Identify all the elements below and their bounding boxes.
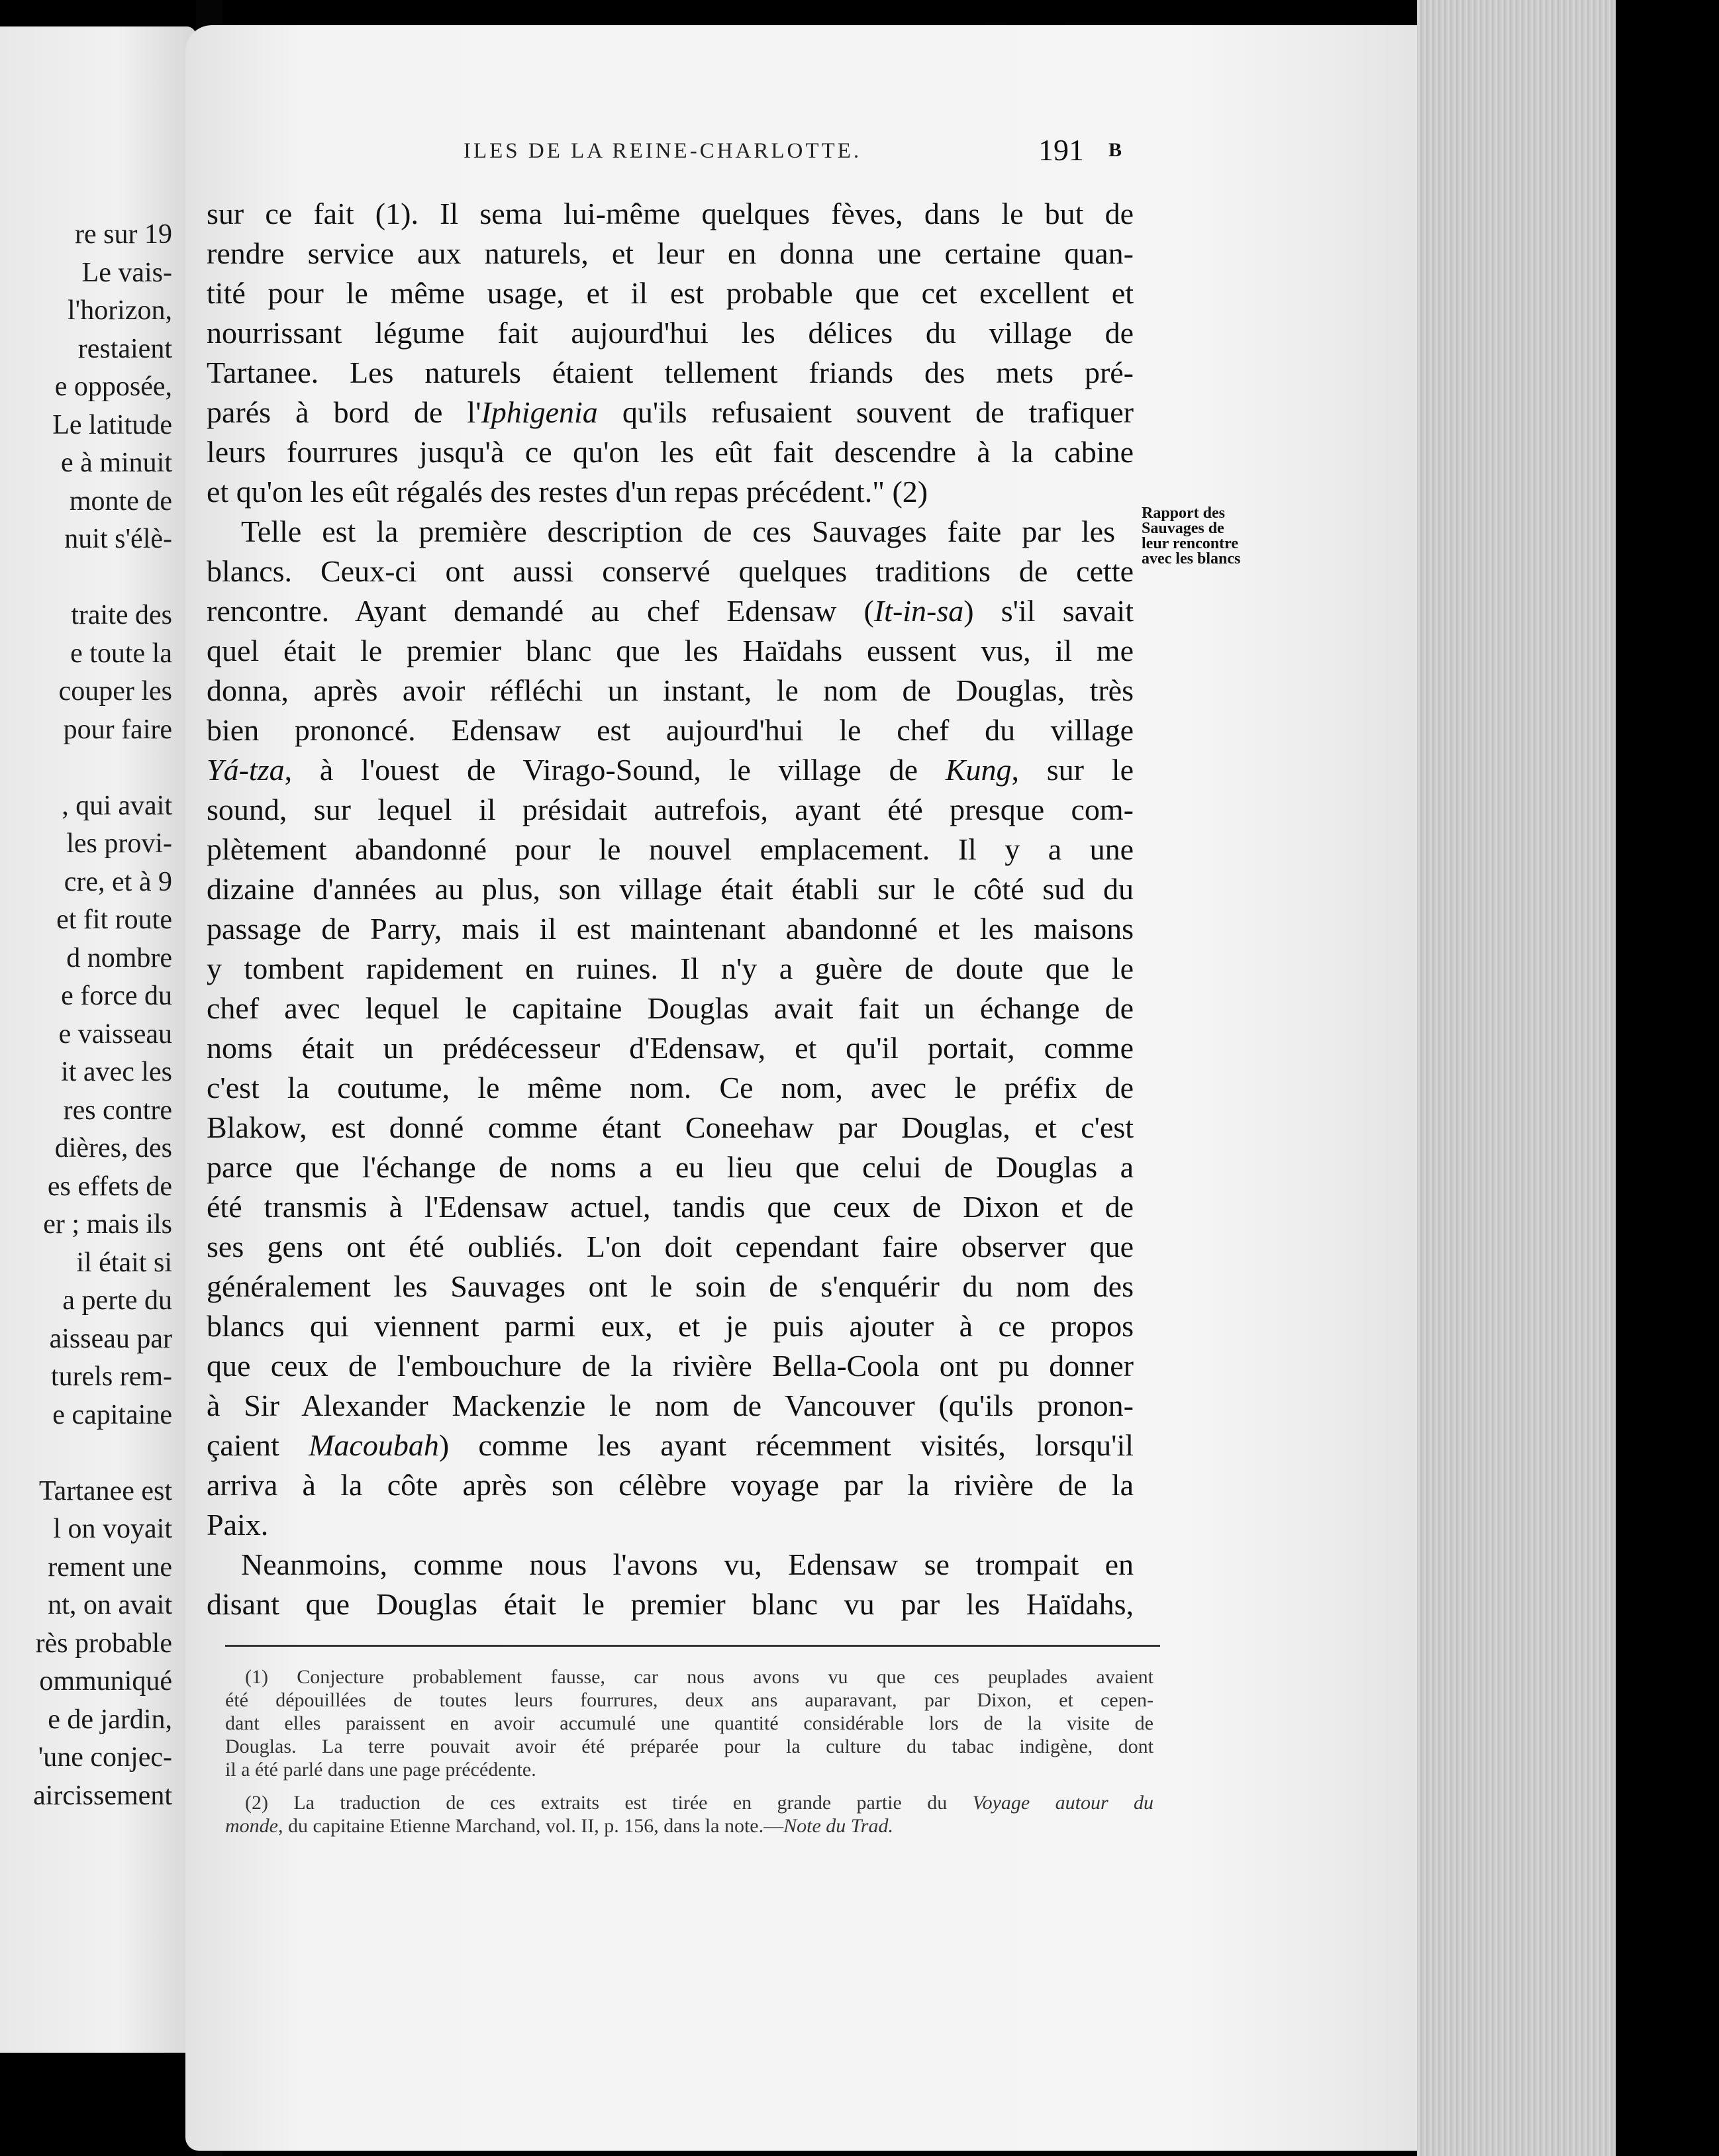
marginal-note-line: Rapport des [1142,505,1226,522]
body-line: et qu'on les eût régalés des restes d'un repas précédent." (2) [207,475,928,509]
facing-page-line: l on voyait [53,1514,172,1544]
body-line: Tartanee. Les naturels étaient tellement friands des mets pré- [207,356,1134,389]
running-title: ILES DE LA REINE-CHARLOTTE. [464,139,862,163]
page-edge-stack [1417,0,1616,2156]
body-line [207,596,1134,626]
signature-mark: B [1108,139,1122,161]
facing-page-line: traite des [71,600,172,630]
marginal-note-line: leur rencontre [1142,535,1238,552]
footnote-line [225,1793,1154,1813]
marginal-note-line: Sauvages de [1142,520,1224,537]
body-line: chef avec lequel le capitaine Douglas avait fait un échange de [207,991,1134,1025]
body-line: parce que l'échange de noms a eu lieu que celui de Douglas a [207,1150,1134,1184]
body-text-segment: ) s'il savait [963,594,1134,628]
body-line: généralement les Sauvages ont le soin de s'enquérir du nom des [207,1269,1134,1303]
body-line: Telle est la première description de ces Sauvages faite par les [241,514,1115,548]
name-italic: Macoubah [309,1428,439,1462]
body-line: blancs qui viennent parmi eux, et je puis ajouter à ce propos [207,1309,1134,1343]
facing-page-line: e de jardin, [48,1704,172,1735]
facing-page-line: a perte du [62,1285,172,1316]
facing-page-line: e à minuit [61,448,172,478]
scan-background [1616,0,1719,2156]
facing-page-line: couper les [58,676,172,707]
facing-page-line: aisseau par [49,1323,172,1354]
body-text-segment: ) comme les ayant récemment visités, lorsqu'il [438,1428,1134,1462]
facing-page-line: d nombre [66,942,172,973]
marginal-note-line: avec les blancs [1142,550,1241,567]
body-line: arriva à la côte après son célèbre voyage par la rivière de la [207,1468,1134,1502]
facing-page-line: es effets de [47,1171,172,1202]
facing-page-line: rement une [48,1551,172,1583]
facing-page-line: pour faire [63,714,172,745]
facing-page-line: turels rem- [50,1361,172,1392]
body-line: plètement abandonné pour le nouvel emplacement. Il y a une [207,832,1134,866]
facing-page-line: e vaisseau [58,1018,172,1050]
footnote-text-segment: (2) La traduction de ces extraits est tirée en grande partie du [245,1792,973,1814]
body-line: donna, après avoir réfléchi un instant, le nom de Douglas, très [207,673,1134,707]
facing-page-line: ommuniqué [39,1666,172,1696]
page-number: 191 [1038,133,1084,167]
facing-page-line: Tartanee est [38,1475,172,1506]
footnote-line: (1) Conjecture probablement fausse, car nous avons vu que ces peuplades avaient [245,1666,1154,1688]
facing-page-line: it avec les [61,1057,172,1087]
body-text-segment: rencontre. Ayant demandé au chef Edensaw ( [207,594,874,628]
body-line: à Sir Alexander Mackenzie le nom de Vancouver (qu'ils pronon- [207,1389,1134,1422]
marginal-note [1142,506,1294,567]
village-name-italic: Yá-tza [207,753,285,787]
body-text-segment: , sur le [1011,753,1134,787]
facing-page-line: rès probable [35,1628,172,1659]
body-line: disant que Douglas était le premier blanc vu par les Haïdahs, [207,1587,1134,1621]
body-line: bien prononcé. Edensaw est aujourd'hui le chef du village [207,713,1134,747]
facing-page-line: restaient [77,333,172,364]
body-line [207,397,1134,428]
facing-page-line: l'horizon, [67,295,172,326]
body-line: dizaine d'années au plus, son village était établi sur le côté sud du [207,872,1134,906]
facing-page-line: e toute la [70,638,172,669]
body-line: que ceux de l'embouchure de la rivière Bella-Coola ont pu donner [207,1349,1134,1383]
body-line: sound, sur lequel il présidait autrefois, ayant été presque com- [207,793,1134,826]
facing-page-line: et fit route [56,905,172,935]
body-text-segment: parés à bord de l' [207,395,481,429]
facing-page-line: e force du [61,981,172,1011]
facing-page-line: aircissement [33,1780,172,1811]
footnote-rule [225,1645,1160,1647]
footnote-line: Douglas. La terre pouvait avoir été préparée pour la culture du tabac indigène, dont [225,1736,1154,1757]
body-line: Paix. [207,1508,269,1542]
book-title-italic: monde [225,1815,278,1837]
body-line: Neanmoins, comme nous l'avons vu, Edensaw se trompait en [241,1547,1134,1581]
facing-page-line: res contre [63,1095,172,1126]
facing-page-left [0,26,196,2053]
facing-page-line: Le latitude [52,409,172,440]
body-text-segment: qu'ils refusaient souvent de trafiquer [597,395,1134,429]
body-line: nourrissant légume fait aujourd'hui les délices du village de [207,316,1134,350]
facing-page-line: er ; mais ils [43,1209,172,1240]
body-line [207,1430,1134,1461]
footnote-line: il a été parlé dans une page précédente. [225,1759,536,1781]
body-line: sur ce fait (1). Il sema lui-même quelques fèves, dans le but de [207,197,1134,230]
body-text-segment: çaient [207,1428,309,1462]
ship-name-italic: Iphigenia [481,395,598,429]
facing-page-line: e opposée, [54,371,172,402]
body-line: leurs fourrures jusqu'à ce qu'on les eût fait descendre à la cabine [207,435,1134,469]
footnote-line: été dépouillées de toutes leurs fourrures, deux ans auparavant, par Dixon, et cepen- [225,1689,1154,1711]
facing-page-line: il était si [76,1247,172,1278]
facing-page-line: cre, et à 9 [64,866,172,897]
footnote-line [225,1816,1154,1836]
body-line: passage de Parry, mais il est maintenant abandonné et les maisons [207,912,1134,946]
facing-page-line: Le vais- [81,257,172,288]
body-line: rendre service aux naturels, et leur en donna une certaine quan- [207,236,1134,270]
book-title-italic: Voyage autour du [972,1792,1154,1814]
body-line: blancs. Ceux-ci ont aussi conservé quelques traditions de cette [207,554,1134,588]
body-line: y tombent rapidement en ruines. Il n'y a guère de doute que le [207,952,1134,985]
body-line: tité pour le même usage, et il est probable que cet excellent et [207,276,1134,310]
facing-page-line: les provi- [66,828,172,859]
facing-page-line: nuit s'élè- [64,524,172,554]
facing-page-line: monte de [69,485,172,516]
footnote-text-segment: , du capitaine Etienne Marchand, vol. II, p. 156, dans la note.— [277,1815,784,1837]
footnote-line: dant elles paraissent en avoir accumulé une quantité considérable lors de la visite de [225,1712,1154,1734]
body-line: c'est la coutume, le même nom. Ce nom, avec le préfix de [207,1071,1134,1104]
facing-page-line: 'une conjec- [38,1742,172,1773]
chief-name-italic: It-in-sa [873,594,964,628]
body-line: ses gens ont été oubliés. L'on doit cependant faire observer que [207,1230,1134,1263]
facing-page-line: re sur 19 [75,219,172,250]
body-line: Blakow, est donné comme étant Coneehaw par Douglas, et c'est [207,1110,1134,1144]
facing-page-line: nt, on avait [48,1590,172,1620]
body-text-segment: , à l'ouest de Virago-Sound, le village de [284,753,946,787]
facing-page-line: e capitaine [52,1399,172,1430]
running-head [0,133,1719,179]
translator-note-italic: Note du Trad. [783,1815,893,1837]
village-name-italic: Kung [945,753,1012,787]
body-line: noms était un prédécesseur d'Edensaw, et qu'il portait, comme [207,1031,1134,1065]
body-line: été transmis à l'Edensaw actuel, tandis que ceux de Dixon et de [207,1190,1134,1224]
facing-page-line: , qui avait [62,790,172,821]
body-line: quel était le premier blanc que les Haïdahs eussent vus, il me [207,634,1134,667]
facing-page-line: dières, des [54,1133,172,1163]
body-line [207,755,1134,785]
